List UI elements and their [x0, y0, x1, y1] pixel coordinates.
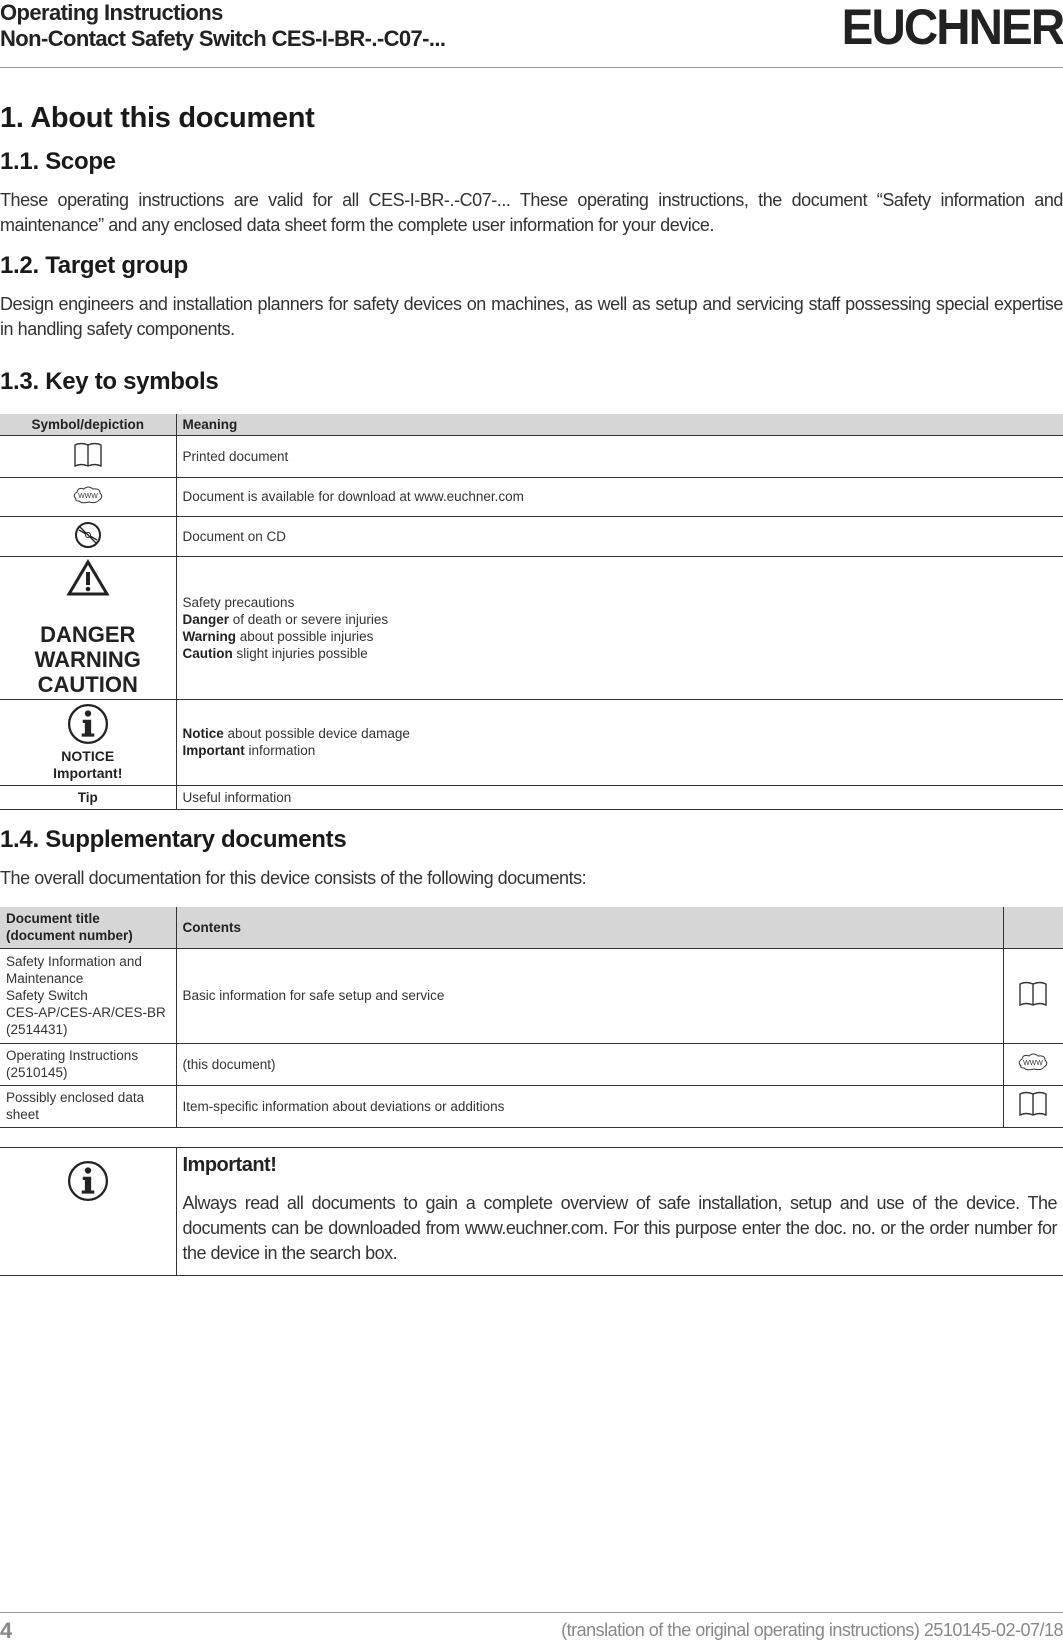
meaning-bold: Notice	[182, 726, 224, 741]
book-icon	[1018, 1091, 1048, 1117]
target-group-heading: 1.2. Target group	[0, 252, 188, 279]
supplementary-text: The overall documentation for this device consists of the following documents:	[0, 868, 587, 888]
footer-divider	[0, 1612, 1063, 1613]
meaning-bold: Important	[182, 743, 245, 758]
doc-title: CES-AP/CES-AR/CES-BR	[6, 1005, 166, 1020]
header-line-2: Non-Contact Safety Switch CES-I-BR-.-C07-...	[0, 26, 446, 51]
table-row	[0, 699, 1063, 785]
table-row	[0, 435, 1063, 477]
table-row	[0, 1043, 1063, 1085]
warning-label: WARNING	[34, 646, 141, 672]
document-header	[0, 0, 445, 52]
header-divider	[0, 67, 1063, 68]
symbols-table	[0, 414, 1063, 810]
doc-title: Safety Information and	[6, 954, 142, 969]
meaning-text: information	[244, 743, 316, 758]
www-icon	[1017, 1052, 1049, 1072]
book-icon	[73, 442, 103, 468]
caution-label: CAUTION	[37, 671, 138, 697]
table-row	[0, 516, 1063, 556]
meaning-text: Useful information	[176, 785, 1063, 809]
documents-table	[0, 907, 1063, 1128]
doc-number-header: (document number)	[6, 928, 133, 944]
warning-triangle-icon	[66, 559, 110, 597]
meaning-bold: Caution	[182, 645, 233, 661]
doc-title: Possibly enclosed data	[6, 1090, 145, 1105]
header-line-1: Operating Instructions	[0, 0, 223, 25]
scope-heading: 1.1. Scope	[0, 148, 116, 175]
meaning-bold: Danger	[182, 611, 230, 627]
supplementary-heading: 1.4. Supplementary documents	[0, 826, 347, 853]
euchner-logo: EUCHNER	[841, 0, 1063, 55]
cd-icon	[74, 521, 102, 549]
doc-title: Maintenance	[6, 971, 84, 986]
tip-label: Tip	[77, 789, 98, 805]
meaning-bold: Warning	[182, 628, 236, 644]
doc-contents: Basic information for safe setup and service	[176, 948, 1003, 1043]
meaning-text: Printed document	[176, 435, 1063, 477]
meaning-text: about possible device damage	[223, 726, 410, 741]
footer-text: (translation of the original operating instructions) 2510145-02-07/18	[561, 1620, 1063, 1640]
section-title: 1. About this document	[0, 102, 315, 134]
target-group-text: Design engineers and installation planners for safety devices on machines, as well as setup and servicing staff possessing special expertise in handling safety components.	[0, 294, 1063, 339]
meaning-text: about possible injuries	[236, 628, 374, 644]
scope-text: These operating instructions are valid for all CES-I-BR-.-C07-... These operating instructions, the document “Safety information and maintenance” and any enclosed data sheet form the complete user information for your device.	[0, 190, 1063, 235]
important-box	[0, 1147, 1063, 1276]
table-row	[0, 948, 1063, 1043]
page-number: 4	[0, 1618, 13, 1643]
table-row	[0, 477, 1063, 516]
table-row	[0, 556, 1063, 699]
meaning-text: Document on CD	[176, 516, 1063, 556]
important-text: Always read all documents to gain a complete overview of safe installation, setup and use of the device. The documents can be downloaded from www.euchner.com. For this purpose enter the doc. no. or the order number for the device in the search box.	[182, 1193, 1057, 1263]
table-row	[0, 785, 1063, 809]
doc-title: sheet	[6, 1107, 40, 1122]
info-icon	[67, 1160, 109, 1202]
doc-number: (2510145)	[6, 1065, 68, 1080]
meaning-text: Safety precautions	[182, 594, 295, 610]
table-row	[0, 1085, 1063, 1127]
meaning-column-header: Meaning	[176, 414, 1063, 435]
doc-number: (2514431)	[6, 1022, 68, 1037]
important-label: Important!	[53, 764, 123, 781]
symbol-column-header: Symbol/depiction	[0, 414, 176, 435]
meaning-text: of death or severe injuries	[229, 611, 389, 627]
meaning-text: Document is available for download at www.euchner.com	[176, 477, 1063, 516]
danger-label: DANGER	[40, 621, 136, 647]
contents-header: Contents	[176, 907, 1003, 948]
doc-title-header: Document title	[6, 911, 100, 927]
key-symbols-heading: 1.3. Key to symbols	[0, 368, 219, 395]
www-icon	[72, 485, 104, 505]
doc-title: Safety Switch	[6, 988, 88, 1003]
doc-contents: Item-specific information about deviations or additions	[176, 1085, 1003, 1127]
book-icon	[1018, 981, 1048, 1007]
info-icon	[67, 703, 109, 745]
notice-label: NOTICE	[61, 747, 115, 764]
doc-contents: (this document)	[176, 1043, 1003, 1085]
doc-title: Operating Instructions	[6, 1048, 139, 1063]
important-title: Important!	[182, 1154, 277, 1176]
meaning-text: slight injuries possible	[232, 645, 368, 661]
